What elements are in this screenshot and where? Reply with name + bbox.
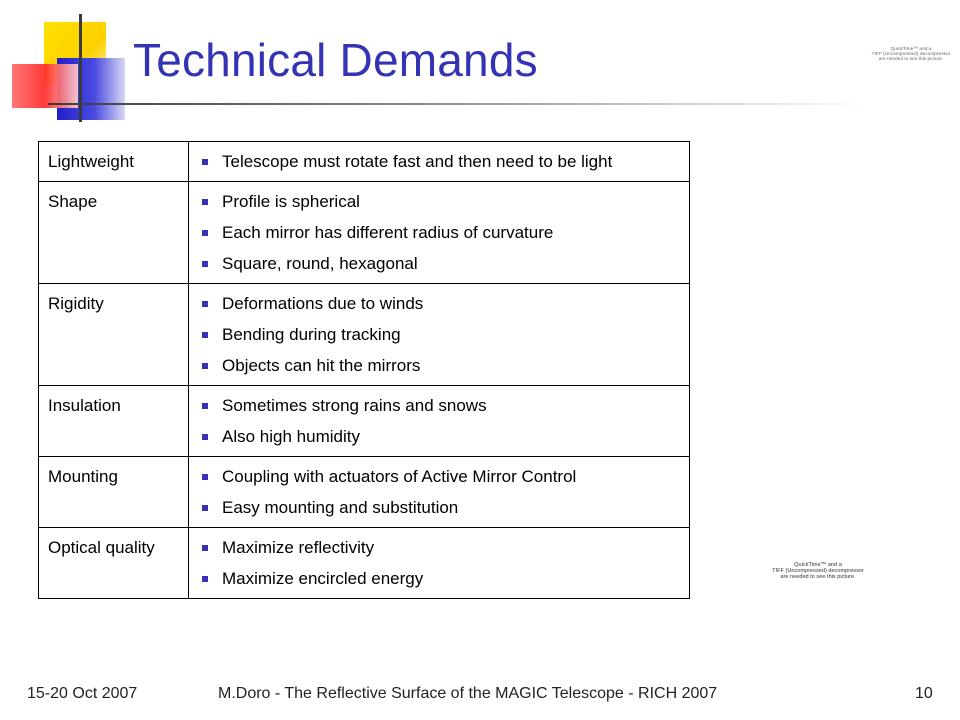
items-cell <box>189 457 690 528</box>
square-bullet-icon <box>202 576 208 582</box>
square-bullet-icon <box>202 403 208 409</box>
list-item-text: Telescope must rotate fast and then need to be light <box>222 152 613 171</box>
list-item <box>200 395 681 417</box>
square-bullet-icon <box>202 159 208 165</box>
category-cell: Optical quality <box>39 528 189 599</box>
list-item <box>200 426 681 448</box>
list-item-text: Also high humidity <box>222 427 360 446</box>
list-item-text: Sometimes strong rains and snows <box>222 396 487 415</box>
items-cell <box>189 284 690 386</box>
list-item-text: Maximize encircled energy <box>222 569 424 588</box>
square-bullet-icon <box>202 332 208 338</box>
list-item <box>200 293 681 315</box>
square-bullet-icon <box>202 261 208 267</box>
square-bullet-icon <box>202 363 208 369</box>
logo-red-square <box>12 64 78 108</box>
square-bullet-icon <box>202 434 208 440</box>
items-cell <box>189 386 690 457</box>
demands-table-body <box>39 142 690 599</box>
quicktime-line-3: are needed to see this picture. <box>780 573 856 580</box>
footer-title: M.Doro - The Reflective Surface of the MAGIC Telescope - RICH 2007 <box>218 685 718 702</box>
items-cell <box>189 182 690 284</box>
category-cell: Shape <box>39 182 189 284</box>
list-item-text: Easy mounting and substitution <box>222 498 459 517</box>
quicktime-line-3: are needed to see this picture. <box>878 57 944 63</box>
quicktime-line-1: QuickTime™ and a <box>794 562 842 568</box>
quicktime-line-2: TIFF (Uncompressed) decompressor <box>871 52 951 58</box>
list-item <box>200 568 681 590</box>
slide-title: Technical Demands <box>133 34 538 86</box>
list-item <box>200 466 681 488</box>
bullet-list <box>200 151 681 173</box>
bullet-list <box>200 395 681 448</box>
list-item-text: Each mirror has different radius of curvature <box>222 223 554 242</box>
list-item <box>200 324 681 346</box>
square-bullet-icon <box>202 505 208 511</box>
list-item <box>200 151 681 173</box>
category-cell: Mounting <box>39 457 189 528</box>
list-item-text: Maximize reflectivity <box>222 538 375 557</box>
page-number: 10 <box>915 685 933 702</box>
list-item-text: Deformations due to winds <box>222 294 424 313</box>
table-row <box>39 182 690 284</box>
bullet-list <box>200 191 681 275</box>
square-bullet-icon <box>202 301 208 307</box>
demands-table <box>38 141 690 599</box>
square-bullet-icon <box>202 199 208 205</box>
table-row <box>39 457 690 528</box>
list-item-text: Coupling with actuators of Active Mirror Control <box>222 467 577 486</box>
list-item-text: Square, round, hexagonal <box>222 254 418 273</box>
items-cell <box>189 142 690 182</box>
list-item <box>200 253 681 275</box>
square-bullet-icon <box>202 230 208 236</box>
quicktime-line-1: QuickTime™ and a <box>890 47 932 52</box>
square-bullet-icon <box>202 545 208 551</box>
list-item <box>200 355 681 377</box>
list-item <box>200 222 681 244</box>
bullet-list <box>200 466 681 519</box>
bullet-list <box>200 537 681 590</box>
list-item <box>200 537 681 559</box>
list-item-text: Objects can hit the mirrors <box>222 356 421 375</box>
table-row <box>39 142 690 182</box>
bullet-list <box>200 293 681 377</box>
list-item-text: Profile is spherical <box>222 192 360 211</box>
list-item <box>200 497 681 519</box>
title-underline <box>48 103 868 105</box>
category-cell: Lightweight <box>39 142 189 182</box>
table-row <box>39 386 690 457</box>
quicktime-line-2: TIFF (Uncompressed) decompressor <box>772 567 864 574</box>
table-row <box>39 284 690 386</box>
category-cell: Rigidity <box>39 284 189 386</box>
list-item-text: Bending during tracking <box>222 325 401 344</box>
square-bullet-icon <box>202 474 208 480</box>
list-item <box>200 191 681 213</box>
table-row <box>39 528 690 599</box>
quicktime-placeholder-top <box>855 47 960 62</box>
footer-date: 15-20 Oct 2007 <box>27 685 138 702</box>
quicktime-placeholder-middle <box>756 563 880 581</box>
category-cell: Insulation <box>39 386 189 457</box>
logo-vertical-line <box>79 14 82 122</box>
items-cell <box>189 528 690 599</box>
